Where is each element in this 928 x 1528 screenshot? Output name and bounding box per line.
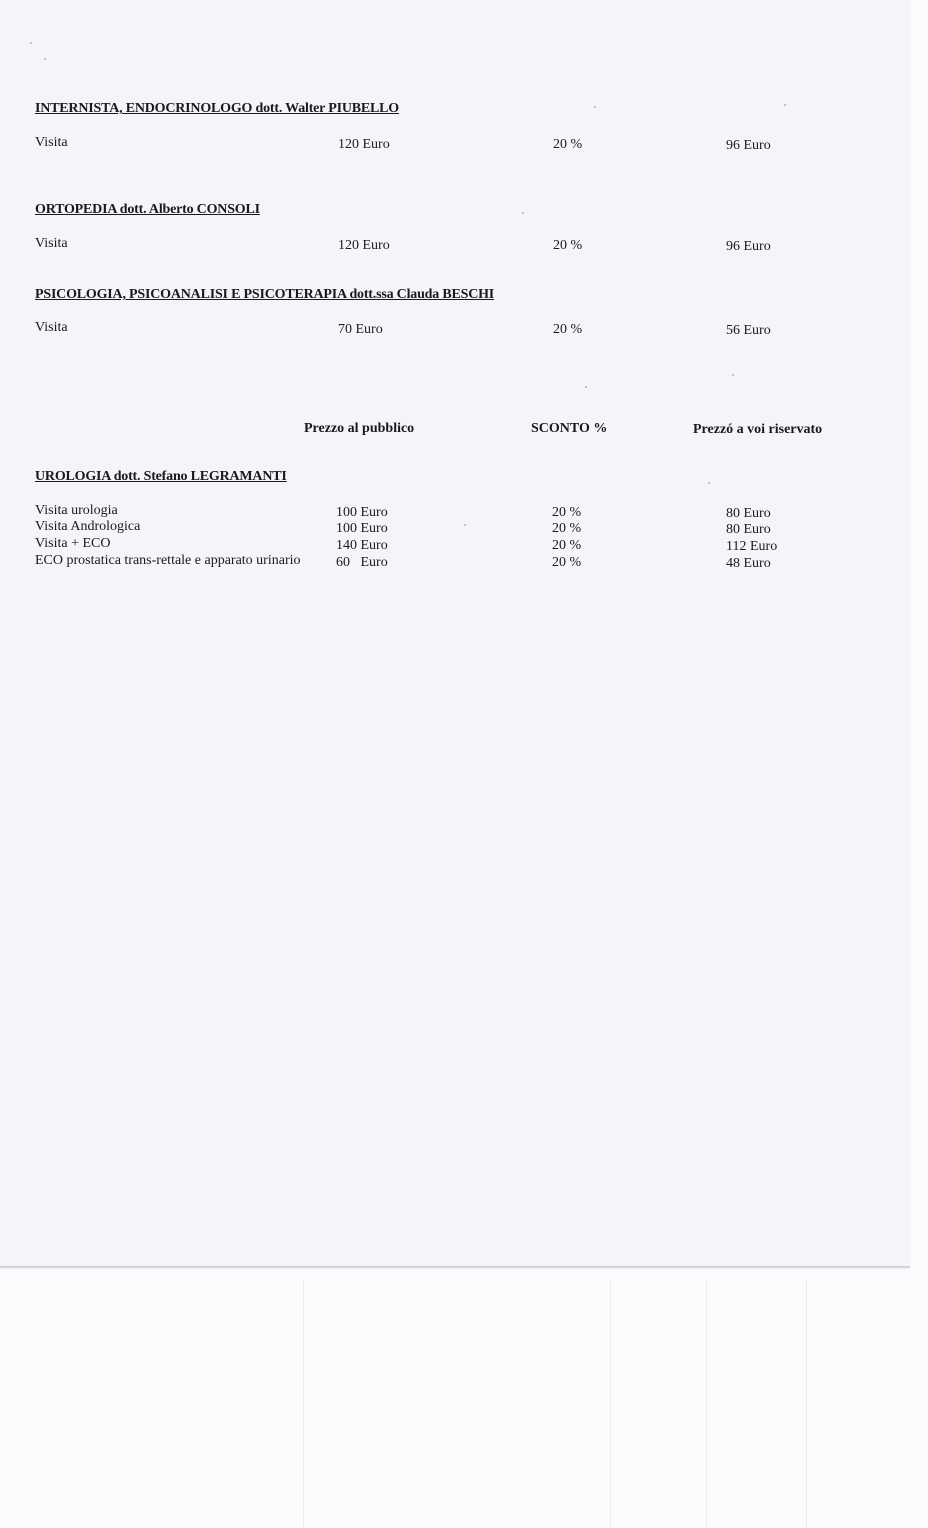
page-edge-shadow [0,1266,910,1269]
row-discount: 20 % [553,238,583,253]
scan-speck [708,482,710,484]
row-discount: 20 % [553,137,583,152]
row-service: Visita + ECO [35,536,111,551]
row-reserved: 112 Euro [726,539,778,554]
scan-speck [30,42,32,44]
row-reserved: 96 Euro [726,138,771,153]
column-header-reserved-price: Prezzó a voi riservato [693,422,823,437]
row-service: Visita [35,236,68,251]
row-price: 120 Euro [338,238,390,253]
row-discount: 20 % [552,555,582,570]
column-header-discount: SCONTO % [531,421,608,436]
section-heading-psicologia: PSICOLOGIA, PSICOANALISI E PSICOTERAPIA dott.ssa Clauda BESCHI [35,287,495,302]
background-guide-line [706,1280,707,1528]
row-service: Visita [35,135,68,150]
scan-speck [784,104,786,106]
row-reserved: 96 Euro [726,239,771,254]
row-price: 100 Euro [336,505,388,520]
row-price: 100 Euro [336,521,388,536]
row-discount: 20 % [552,521,582,536]
row-discount: 20 % [552,538,582,553]
row-price: 70 Euro [338,322,383,337]
scan-speck [44,58,46,60]
scan-speck [464,524,466,526]
row-discount: 20 % [552,505,582,520]
section-heading-ortopedia: ORTOPEDIA dott. Alberto CONSOLI [35,202,260,217]
row-service: ECO prostatica trans-rettale e apparato urinario [35,553,301,568]
section-heading-internista: INTERNISTA, ENDOCRINOLOGO dott. Walter PIUBELLO [35,101,399,116]
row-reserved: 80 Euro [726,522,771,537]
row-service: Visita Andrologica [35,519,141,534]
row-discount: 20 % [553,322,583,337]
scan-speck [522,212,524,214]
row-price: 60 Euro [336,555,388,570]
section-heading-urologia: UROLOGIA dott. Stefano LEGRAMANTI [35,469,287,484]
row-reserved: 48 Euro [726,556,771,571]
background-guide-line [303,1280,304,1528]
row-reserved: 80 Euro [726,506,771,521]
row-price: 120 Euro [338,137,390,152]
row-service: Visita urologia [35,503,118,518]
background-guide-line [610,1280,611,1528]
row-reserved: 56 Euro [726,323,771,338]
column-header-public-price: Prezzo al pubblico [304,421,415,436]
background-guide-line [806,1280,807,1528]
scan-speck [732,374,734,376]
scan-speck [585,386,587,388]
row-price: 140 Euro [336,538,388,553]
row-service: Visita [35,320,68,335]
scan-speck [594,106,596,108]
